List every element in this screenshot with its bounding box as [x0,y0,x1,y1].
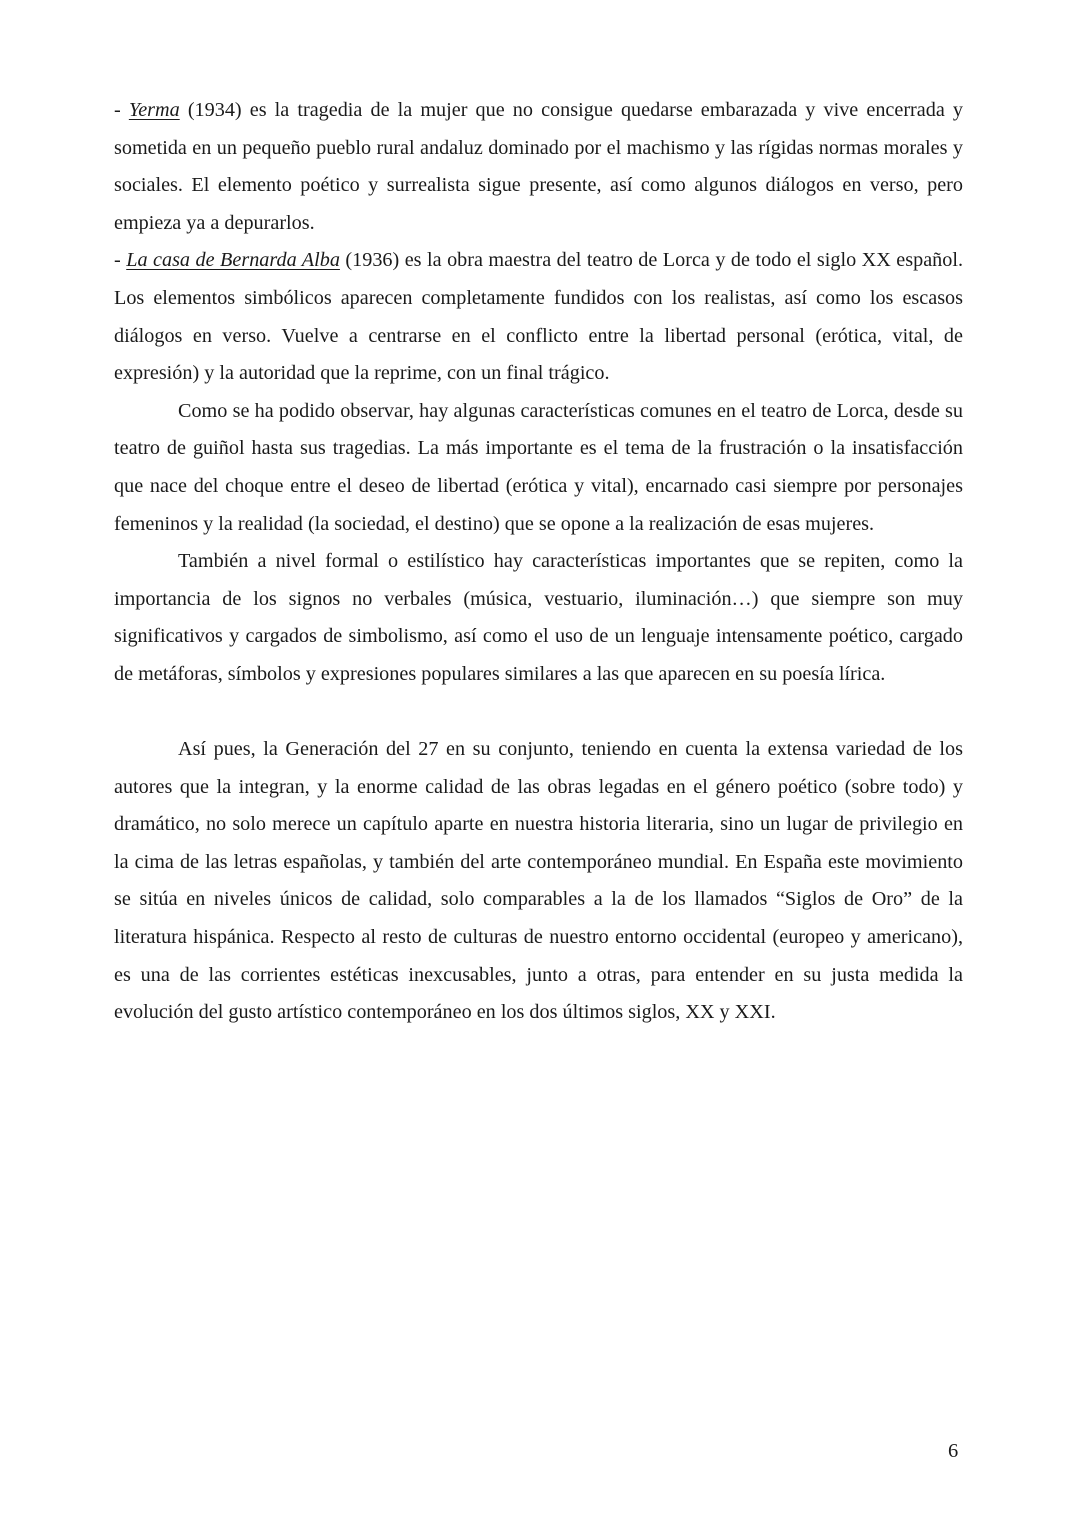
body-paragraph-conclusion: Así pues, la Generación del 27 en su conjunto, teniendo en cuenta la extensa variedad de los autores que la integran, y la enorme calidad de las obras legadas en el género poético (sobre todo) y dramático, no solo merece un capítulo aparte en nuestra historia literaria, sino un lugar de privilegio en la cima de las letras españolas, y también del arte contemporáneo mundial. En España este movimiento se sitúa en niveles únicos de calidad, solo comparables a la de los llamados “Siglos de Oro” de la literatura hispánica. Respecto al resto de culturas de nuestro entorno occidental (europeo y americano), es una de las corrientes estéticas inexcusables, junto a otras, para entender en su justa medida la evolución del gusto artístico contemporáneo en los dos últimos siglos, XX y XXI. [114,738,963,1024]
work-paragraph-bernarda-alba [114,242,963,392]
list-dash: - [114,99,129,121]
work-paragraph-yerma [114,92,963,242]
body-paragraph-formal-features: También a nivel formal o estilístico hay características importantes que se repiten, como la importancia de los signos no verbales (música, vestuario, iluminación…) que siempre son muy significativos y cargados de simbolismo, así como el uso de un lenguaje intensamente poético, cargado de metáforas, símbolos y expresiones populares similares a las que aparecen en su poesía lírica. [114,550,963,685]
work-title-bernarda-alba: La casa de Bernarda Alba [126,249,340,272]
page-number: 6 [948,1440,959,1462]
list-dash: - [114,249,127,272]
work-description-yerma: (1934) es la tragedia de la mujer que no consigue quedarse embarazada y vive encerrada y sometida en un pequeño pueblo rural andaluz dominado por el machismo y las rígidas normas morales y sociales. El elemento poético y surrealista sigue presente, así como algunos diálogos en verso, pero empieza ya a depurarlos. [114,99,963,234]
work-title-yerma: Yerma [128,99,180,121]
page-body [114,92,963,1032]
work-description-bernarda-alba: (1936) es la obra maestra del teatro de Lorca y de todo el siglo XX español. Los elementos simbólicos aparecen completamente fundidos con los realistas, así como los escasos diálogos en verso. Vuelve a centrarse en el conflicto entre la libertad personal (erótica, vital, de expresión) y la autoridad que la reprime, con un final trágico. [114,249,963,385]
body-paragraph-common-features: Como se ha podido observar, hay algunas características comunes en el teatro de Lorca, desde su teatro de guiñol hasta sus tragedias. La más importante es el tema de la frustración o la insatisfacción que nace del choque entre el deseo de libertad (erótica y vital), encarnado casi siempre por personajes femeninos y la realidad (la sociedad, el destino) que se opone a la realización de esas mujeres. [114,399,963,535]
